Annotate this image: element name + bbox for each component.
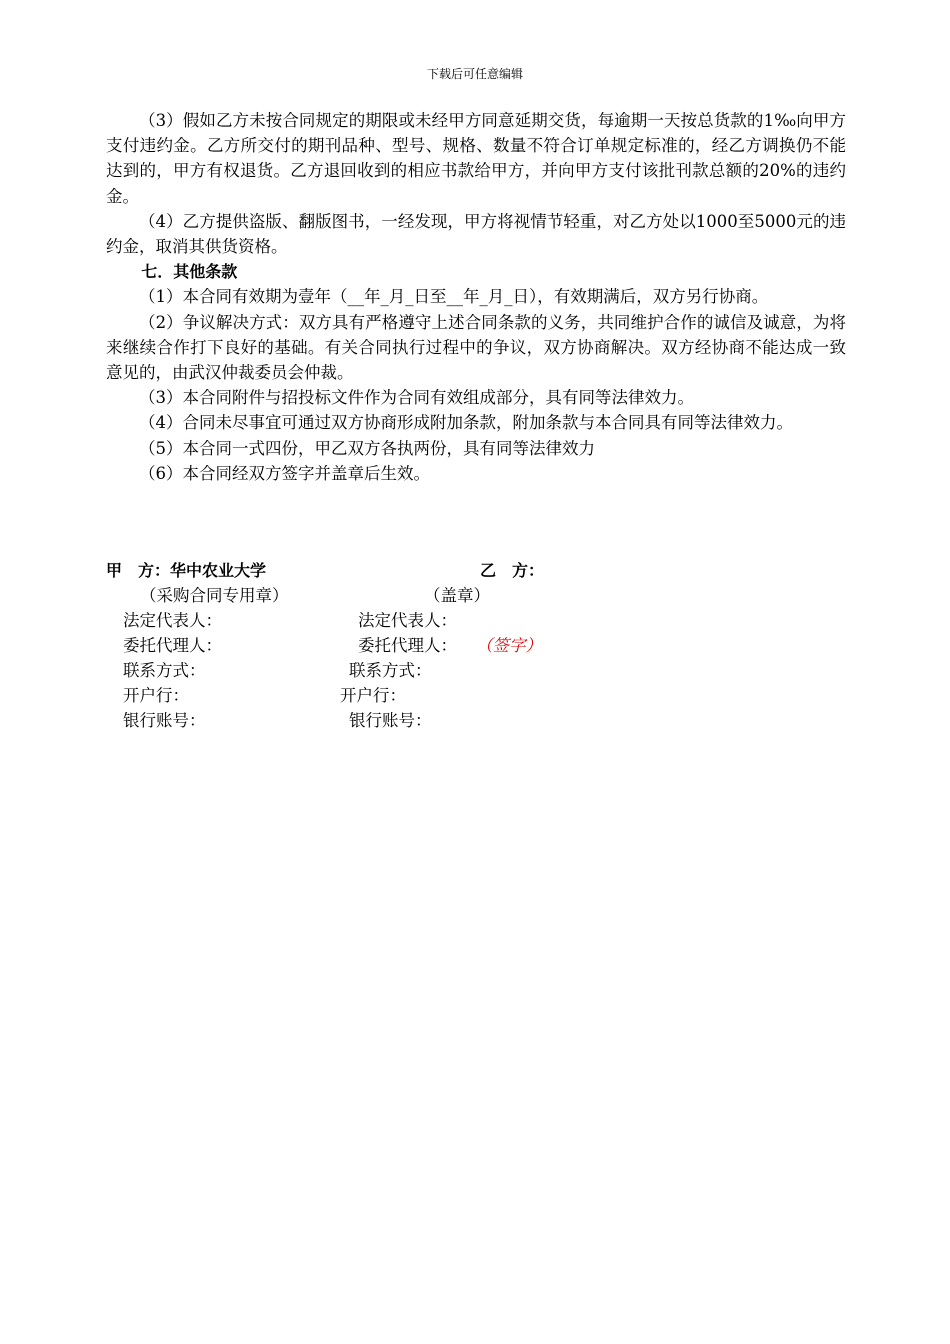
signature-row-account: [106, 708, 846, 733]
section-7-item-2: （2）争议解决方式：双方具有严格遵守上述合同条款的义务，共同维护合作的诚信及诚意，为将来继续合作打下良好的基础。有关合同执行过程中的争议，双方协商解决。双方经协商不能达成一致意见的，由武汉仲裁委员会仲裁。: [106, 312, 846, 383]
section-7-item-3: （3）本合同附件与招投标文件作为合同有效组成部分，具有同等法律效力。: [139, 388, 694, 408]
signature-row-parties: [106, 558, 846, 583]
party-a-legal-rep: 法定代表人：: [123, 611, 222, 630]
party-b-label: 乙 方：: [480, 561, 545, 580]
clause-3-penalty: （3）假如乙方未按合同规定的期限或未经甲方同意延期交货，每逾期一天按总货款的1‰向甲方支付违约金。乙方所交付的期刊品种、型号、规格、数量不符合订单规定标准的，经乙方调换仍不能达到的，甲方有权退货。乙方退回收到的相应书款给甲方，并向甲方支付该批刊款总额的20%的违约金。: [106, 111, 846, 206]
signature-row-bank: [106, 683, 846, 708]
section-7-item-4: （4）合同未尽事宜可通过双方协商形成附加条款，附加条款与本合同具有同等法律效力。: [139, 413, 793, 433]
contract-body: [106, 108, 846, 486]
party-a-account: 银行账号：: [123, 711, 206, 730]
section-7-title: 七．其他条款: [141, 262, 238, 282]
signature-row-agent: [106, 633, 846, 658]
party-b-contact: 联系方式：: [349, 661, 432, 680]
party-b-bank: 开户行：: [340, 686, 406, 705]
party-b-agent: 委托代理人：: [358, 636, 457, 655]
signature-row-legal-rep: [106, 608, 846, 633]
party-a-agent: 委托代理人：: [123, 636, 222, 655]
section-7-item-6: （6）本合同经双方签字并盖章后生效。: [139, 463, 430, 483]
page-header: 下载后可任意编辑: [426, 67, 523, 81]
party-a-bank: 开户行：: [123, 686, 189, 705]
party-a-seal: （采购合同专用章）: [140, 586, 289, 605]
party-b-legal-rep: 法定代表人：: [358, 611, 457, 630]
signature-row-seals: [106, 583, 846, 608]
party-b-seal: （盖章）: [424, 586, 490, 605]
signature-row-contact: [106, 658, 846, 683]
section-7-item-5: （5）本合同一式四份，甲乙双方各执两份，具有同等法律效力: [139, 438, 595, 458]
section-7-item-1: （1）本合同有效期为壹年（__年_月_日至__年_月_日），有效期满后，双方另行协商。: [139, 287, 769, 307]
sign-note: （签字）: [476, 636, 542, 655]
party-a-contact: 联系方式：: [123, 661, 206, 680]
clause-4-piracy: （4）乙方提供盗版、翻版图书，一经发现，甲方将视情节轻重，对乙方处以1000至5000元的违约金，取消其供货资格。: [106, 211, 846, 257]
party-b-account: 银行账号：: [349, 711, 432, 730]
signature-block: [106, 558, 846, 733]
party-a-label: 甲 方：华中农业大学: [106, 561, 267, 580]
